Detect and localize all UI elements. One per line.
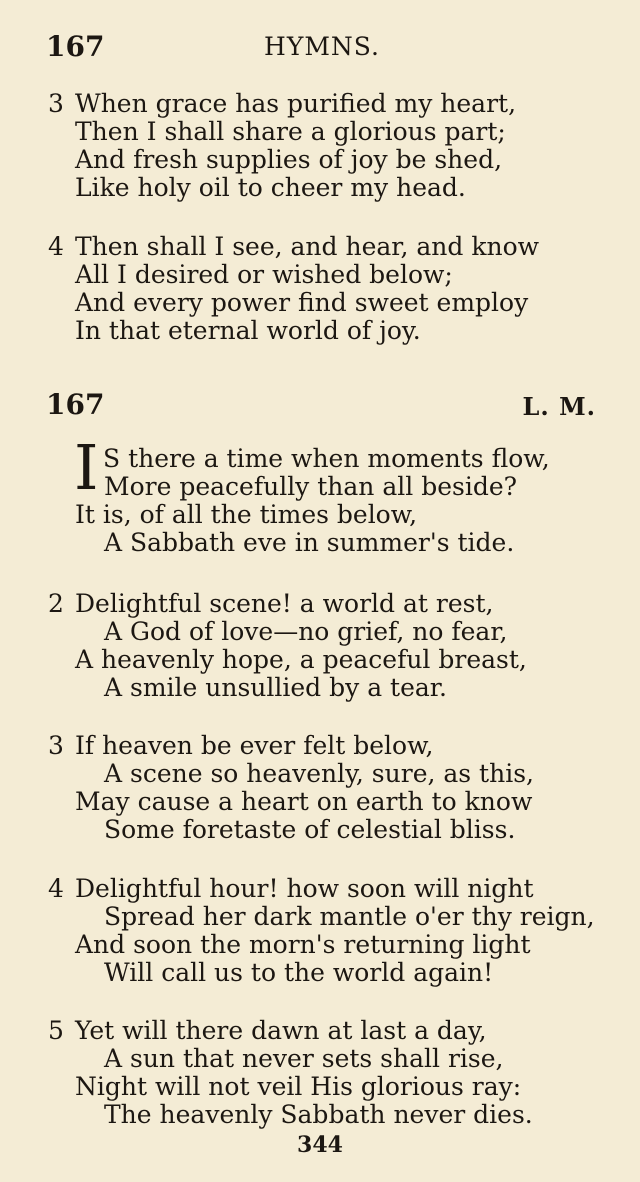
verse-text: All I desired or wished below; bbox=[75, 260, 453, 289]
verse-text: S there a time when moments flow, bbox=[103, 444, 550, 473]
stanza-number: 3 bbox=[48, 731, 64, 760]
verse-text: Spread her dark mantle o'er thy reign, bbox=[104, 902, 595, 931]
verse-text: A Sabbath eve in summer's tide. bbox=[104, 528, 515, 557]
verse-text: Will call us to the world again! bbox=[104, 958, 494, 987]
verse-text: Delightful scene! a world at rest, bbox=[75, 589, 494, 618]
verse-text: Some foretaste of celestial bliss. bbox=[104, 815, 516, 844]
verse-text: Yet will there dawn at last a day, bbox=[75, 1016, 487, 1045]
verse-text: May cause a heart on earth to know bbox=[75, 787, 533, 816]
verse-text: And fresh supplies of joy be shed, bbox=[75, 145, 503, 174]
stanza-number: 4 bbox=[48, 232, 64, 261]
hymn-meter: L. M. bbox=[522, 392, 596, 421]
verse-text: Then I shall share a glorious part; bbox=[75, 117, 506, 146]
verse-text: And every power find sweet employ bbox=[75, 288, 529, 317]
header-page-number: 167 bbox=[46, 30, 105, 63]
verse-text: Delightful hour! how soon will night bbox=[75, 874, 534, 903]
verse-text: If heaven be ever felt below, bbox=[75, 731, 434, 760]
verse-text: More peacefully than all beside? bbox=[104, 472, 518, 501]
verse-text: A scene so heavenly, sure, as this, bbox=[104, 759, 534, 788]
verse-text: And soon the morn's returning light bbox=[75, 930, 531, 959]
verse-text: When grace has purified my heart, bbox=[75, 89, 517, 118]
stanza-number: 5 bbox=[48, 1016, 64, 1045]
stanza-number: 3 bbox=[48, 89, 64, 118]
verse-text: In that eternal world of joy. bbox=[75, 316, 421, 345]
running-title: HYMNS. bbox=[264, 32, 380, 61]
verse-text: Like holy oil to cheer my head. bbox=[75, 173, 466, 202]
stanza-number: 4 bbox=[48, 874, 64, 903]
stanza-number: 2 bbox=[48, 589, 64, 618]
verse-text: It is, of all the times below, bbox=[75, 500, 418, 529]
verse-text: A sun that never sets shall rise, bbox=[104, 1044, 504, 1073]
hymn-number: 167 bbox=[46, 388, 105, 421]
verse-text: A heavenly hope, a peaceful breast, bbox=[75, 645, 527, 674]
hymn-heading bbox=[44, 388, 600, 428]
verse-text: Night will not veil His glorious ray: bbox=[75, 1072, 522, 1101]
verse-text: A God of love—no grief, no fear, bbox=[104, 617, 508, 646]
drop-cap: I bbox=[74, 431, 99, 504]
verse-text: Then shall I see, and hear, and know bbox=[75, 232, 540, 261]
page-header bbox=[44, 30, 600, 70]
verse-text: A smile unsullied by a tear. bbox=[104, 673, 447, 702]
verse-text: The heavenly Sabbath never dies. bbox=[104, 1100, 533, 1129]
footer-page-number: 344 bbox=[297, 1132, 343, 1158]
